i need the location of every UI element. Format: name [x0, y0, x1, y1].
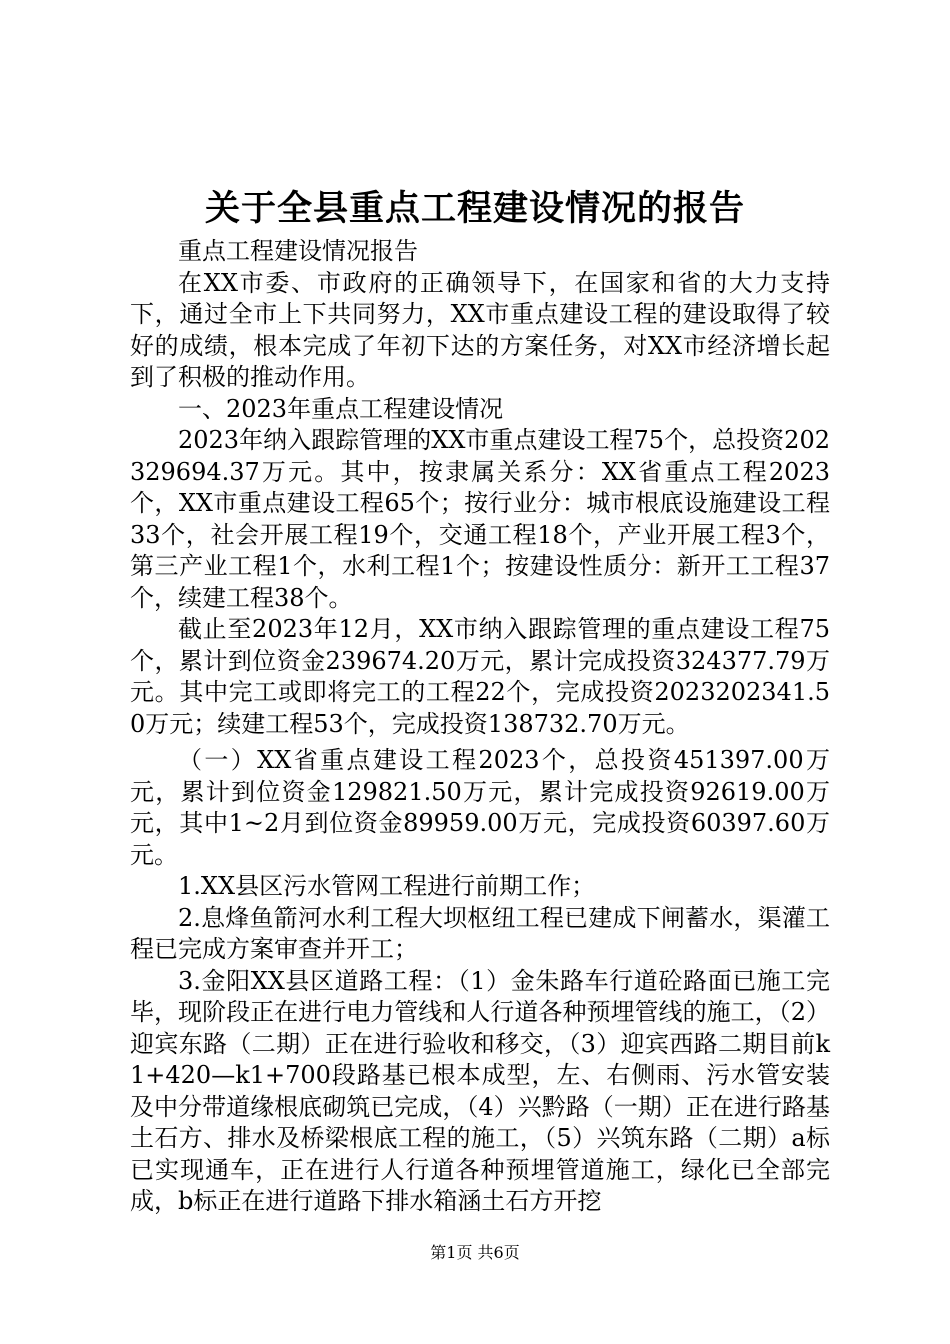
page-footer: 第1页 共6页 [430, 1243, 520, 1262]
document-body [130, 236, 830, 1218]
paragraph-provincial: （一）XX省重点建设工程2023个，总投资451397.00万元，累计到位资金129821.50万元，累计完成投资92619.00万元，其中1~2月到位资金89959.00万元，完成投资60397.60万元。 [130, 746, 830, 869]
paragraph-progress: 截止至2023年12月，XX市纳入跟踪管理的重点建设工程75个，累计到位资金239674.20万元，累计完成投资324377.79万元。其中完工或即将完工的工程22个，完成投资2023202341.50万元；续建工程53个，完成投资138732.70万元。 [130, 615, 830, 738]
paragraph-subtitle: 重点工程建设情况报告 [178, 237, 418, 265]
document-title: 关于全县重点工程建设情况的报告 [204, 188, 745, 229]
paragraph-overview: 2023年纳入跟踪管理的XX市重点建设工程75个，总投资202329694.37万元。其中，按隶属关系分：XX省重点工程2023个，XX市重点建设工程65个；按行业分：城市根底设施建设工程33个，社会开展工程19个，交通工程18个，产业开展工程3个，第三产业工程1个，水利工程1个；按建设性质分：新开工工程37个，续建工程38个。 [130, 426, 830, 612]
list-item: 2.息烽鱼箭河水利工程大坝枢纽工程已建成下闸蓄水，渠灌工程已完成方案审查并开工； [130, 903, 830, 963]
section-heading: 一、2023年重点工程建设情况 [178, 394, 504, 423]
paragraph-intro: 在XX市委、市政府的正确领导下，在国家和省的大力支持下，通过全市上下共同努力，XX市重点建设工程的建设取得了较好的成绩，根本完成了年初下达的方案任务，对XX市经济增长起到了积极的推动作用。 [130, 268, 830, 391]
list-item: 1.XX县区污水管网工程进行前期工作； [178, 872, 596, 900]
list-item: 3.金阳XX县区道路工程：（1）金朱路车行道砼路面已施工完毕，现阶段正在进行电力管线和人行道各种预埋管线的施工，（2）迎宾东路（二期）正在进行验收和移交，（3）迎宾西路二期目前k1+420—k1+700段路基已根本成型，左、右侧雨、污水管安装及中分带道缘根底砌筑已完成，（4）兴黔路（一期）正在进行路基土石方、排水及桥梁根底工程的施工，（5）兴筑东路（二期）a标已实现通车，正在进行人行道各种预埋管道施工，绿化已全部完成，b标正在进行道路下排水箱涵土石方开挖 [130, 966, 830, 1215]
